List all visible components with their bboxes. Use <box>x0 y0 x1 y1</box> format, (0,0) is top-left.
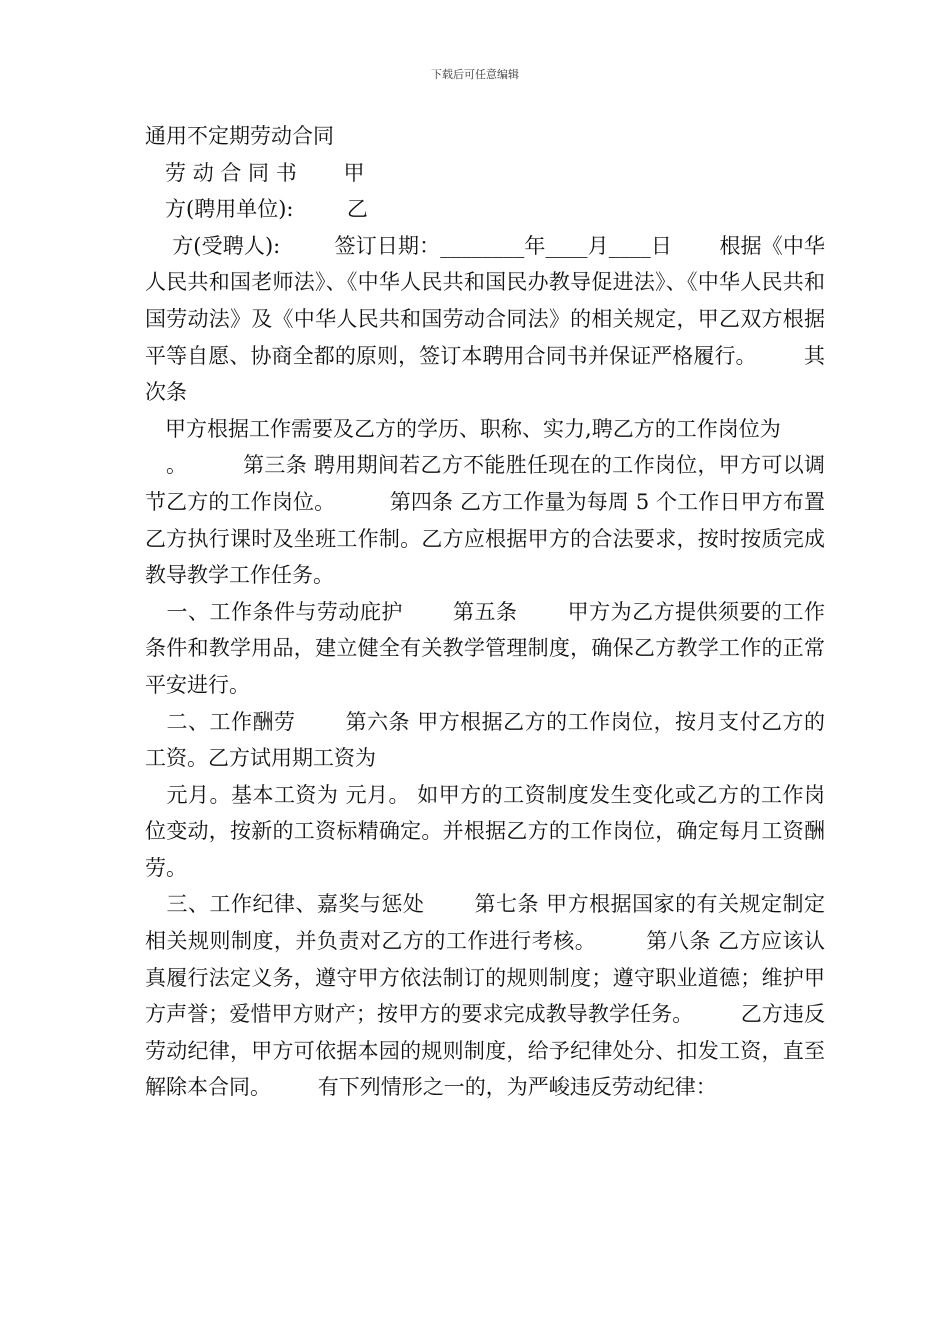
page-header: 下载后可任意编辑 <box>431 68 519 81</box>
paragraph-party-a: 方(聘用单位): 乙 <box>145 197 368 222</box>
paragraph-articles-3-4: 。 第三条 聘用期间若乙方不能胜任现在的工作岗位，甲方可以调节乙方的工作岗位。 第四条 乙方工作量为每周 5 个工作日甲方布置乙方执行课时及坐班工作制。乙方应根据甲方的合法要求，按时按质完成教导教学工作任务。 <box>145 453 826 588</box>
paragraph-salary: 元月。基本工资为 元月。 如甲方的工资制度发生变化或乙方的工作岗位变动，按新的工资标精确定。并根据乙方的工作岗位，确定每月工资酬劳。 <box>145 782 825 880</box>
paragraph-work-conditions: 一、工作条件与劳动庇护 第五条 甲方为乙方提供须要的工作条件和教学用品，建立健全有关教学管理制度，确保乙方教学工作的正常平安进行。 <box>145 599 826 697</box>
paragraph-remuneration: 二、工作酬劳 第六条 甲方根据乙方的工作岗位，按月支付乙方的工资。乙方试用期工资为 <box>145 709 825 771</box>
paragraph-discipline: 三、工作纪律、嘉奖与惩处 第七条 甲方根据国家的有关规定制定相关规则制度，并负责对乙方的工作进行考核。 第八条 乙方应该认真履行法定义务，遵守甲方依法制订的规则制度；遵守职业道德；维护甲方声誉；爱惜甲方财产；按甲方的要求完成教导教学任务。 乙方违反劳动纪律，甲方可依据本园的规则制度，给予纪律处分、扣发工资，直至解除本合同。 有下列情形之一的，为严峻违反劳动纪律： <box>145 892 825 1100</box>
document-title: 通用不定期劳动合同 <box>145 124 334 148</box>
document-body <box>145 118 825 1106</box>
paragraph-contract-heading: 劳 动 合 同 书 甲 <box>145 160 365 185</box>
paragraph-job-position: 甲方根据工作需要及乙方的学历、职称、实力,聘乙方的工作岗位为 <box>145 416 781 441</box>
paragraph-party-b-and-basis: 方(受聘人): 签订日期：________年____月____日 根据《中华人民共和国老师法》、《中华人民共和国民办教导促进法》、《中华人民共和国劳动法》及《中华人民共和国劳动合同法》的相关规定，甲乙双方根据平等自愿、协商全都的原则，签订本聘用合同书并保证严格履行。 其次条 <box>145 233 825 405</box>
